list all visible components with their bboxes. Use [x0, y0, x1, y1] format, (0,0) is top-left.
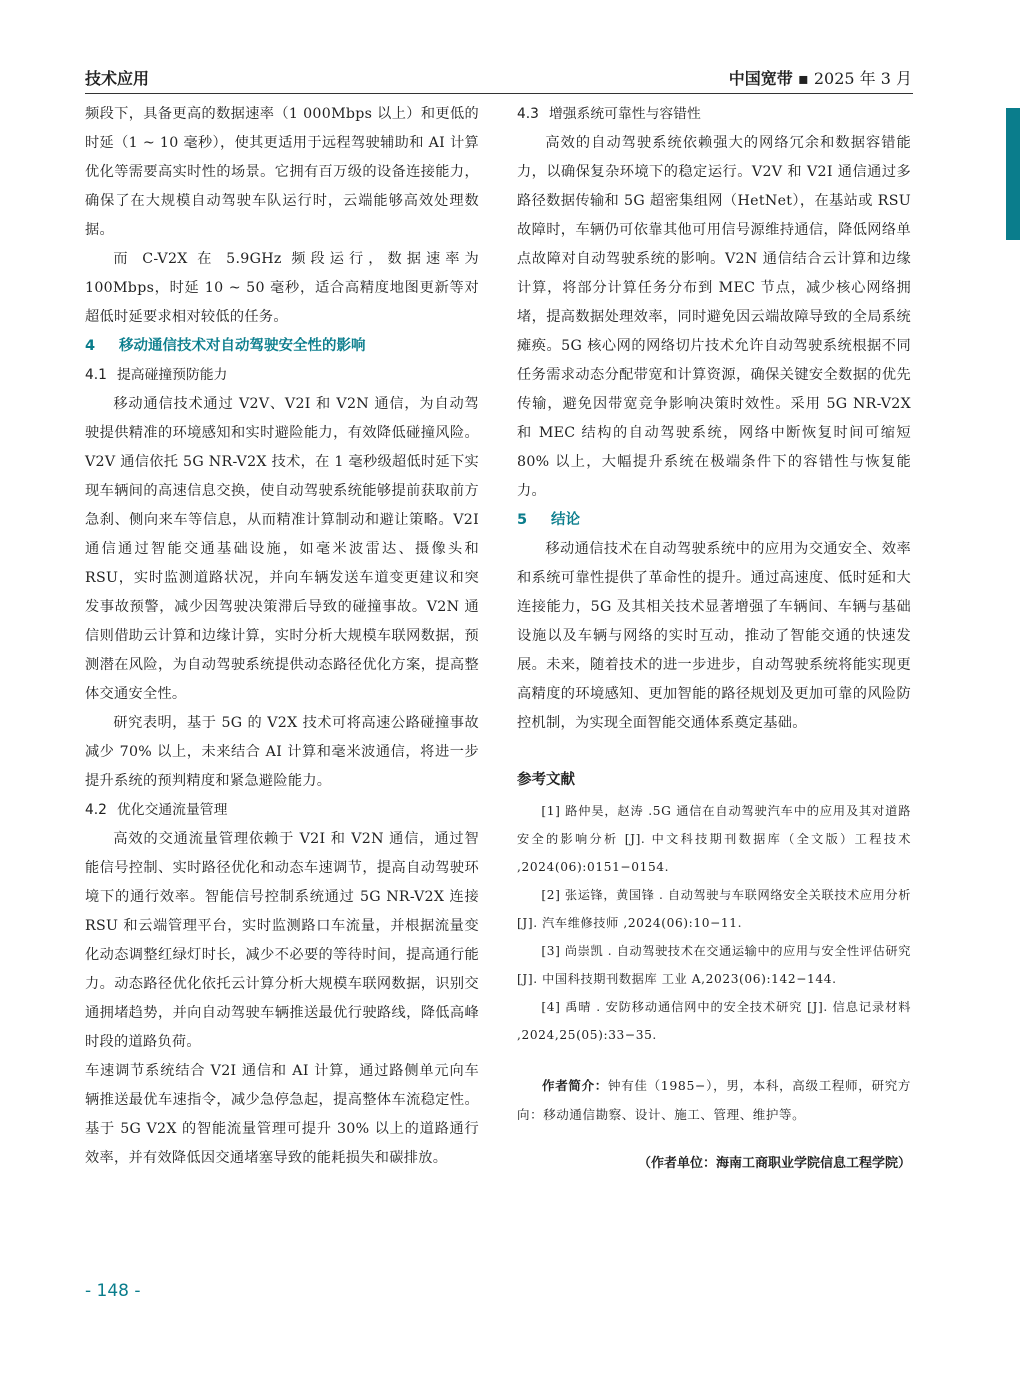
section-5-heading	[517, 506, 911, 535]
section-4-2-title: 优化交通流量管理	[117, 802, 228, 818]
paragraph-4-1-b: 研究表明，基于 5G 的 V2X 技术可将高速公路碰撞事故减少 70% 以上，未来结合 AI 计算和毫米波通信，将进一步提升系统的预判精度和紧急避险能力。	[85, 715, 479, 789]
paragraph-conclusion: 移动通信技术在自动驾驶系统中的应用为交通安全、效率和系统可靠性提供了革命性的提升。通过高速度、低时延和大连接能力，5G 及其相关技术显著增强了车辆间、车辆与基础设施以及车辆与网络的实时互动，推动了智能交通的快速发展。未来，随着技术的进一步进步，自动驾驶系统将能实现更高精度的环境感知、更加智能的路径规划及更加可靠的风险防控机制，为实现全面智能交通体系奠定基础。	[517, 541, 911, 731]
section-4-3-heading	[517, 100, 911, 129]
paragraph-4-1-a: 移动通信技术通过 V2V、V2I 和 V2N 通信，为自动驾驶提供精准的环境感知和实时避险能力，有效降低碰撞风险。V2V 通信依托 5G NR-V2X 技术，在 1 毫秒级超低时延下实现车辆间的高速信息交换，使自动驾驶系统能够提前获取前方急刹、侧向来车等信息，从而精准计算制动和避让策略。V2I 通信通过智能交通基础设施，如毫米波雷达、摄像头和 RSU，实时监测道路状况，并向车辆发送车道变更建议和突发事故预警，减少因驾驶决策滞后导致的碰撞事故。V2N 通信则借助云计算和边缘计算，实时分析大规模车联网数据，预测潜在风险，为自动驾驶系统提供动态路径优化方案，提高整体交通安全性。	[85, 396, 479, 702]
right-column	[517, 100, 911, 1178]
page-number: - 148 -	[85, 1281, 141, 1301]
section-4-number: 4	[85, 338, 96, 354]
paragraph-cv2x: 而 C-V2X 在 5.9GHz 频段运行，数据速率为 100Mbps，时延 10 ~ 50 毫秒，适合高精度地图更新等对超低时延要求相对较低的任务。	[85, 251, 479, 325]
issue-date: 2025 年 3 月	[813, 69, 912, 88]
left-column	[85, 100, 479, 1173]
author-bio-label: 作者简介：	[542, 1078, 608, 1093]
paragraph-4-2-continuation: 车速调节系统结合 V2I 通信和 AI 计算，通过路侧单元向车辆推送最优车速指令，减少急停急起，提高整体车流稳定性。基于 5G V2X 的智能流量管理可提升 30% 以上的道路通行效率，并有效降低因交通堵塞导致的能耗损失和碳排放。	[85, 1063, 479, 1166]
author-bio-text: 钟有佳（1985−），男，本科，高级工程师，研究方向：移动通信勘察、设计、施工、管理、维护等。	[517, 1078, 911, 1122]
journal-name: 中国宽带	[728, 69, 793, 88]
author-bio	[517, 1071, 911, 1129]
side-color-tab	[1006, 108, 1020, 240]
reference-item: [1] 路仲昊，赵涛 .5G 通信在自动驾驶汽车中的应用及其对道路安全的影响分析 [J]. 中文科技期刊数据库（全文版）工程技术 ,2024(06):0151−0154.	[517, 804, 911, 874]
section-4-heading	[85, 332, 479, 361]
header-separator: ▪	[797, 69, 809, 88]
author-affiliation: （作者单位：海南工商职业学院信息工程学院）	[637, 1156, 911, 1171]
section-4-3-number: 4.3	[517, 106, 539, 122]
reference-item: [3] 尚崇凯 . 自动驾驶技术在交通运输中的应用与安全性评估研究 [J]. 中国科技期刊数据库 工业 A,2023(06):142−144.	[517, 944, 911, 986]
references-title: 参考文献	[517, 772, 575, 788]
section-4-3-title: 增强系统可靠性与容错性	[549, 106, 701, 122]
paragraph-continuation: 频段下，具备更高的数据速率（1 000Mbps 以上）和更低的时延（1 ~ 10 毫秒），使其更适用于远程驾驶辅助和 AI 计算优化等需要高实时性的场景。它拥有百万级的设备连接能力，确保了在大规模自动驾驶车队运行时，云端能够高效处理数据。	[85, 106, 479, 238]
section-5-number: 5	[517, 512, 528, 528]
paragraph-4-3: 高效的自动驾驶系统依赖强大的网络冗余和数据容错能力，以确保复杂环境下的稳定运行。V2V 和 V2I 通信通过多路径数据传输和 5G 超密集组网（HetNet），在基站或 RSU 故障时，车辆仍可依靠其他可用信号源维持通信，降低网络单点故障对自动驾驶系统的影响。V2N 通信结合云计算和边缘计算，将部分计算任务分布到 MEC 节点，减少核心网络拥堵，提高数据处理效率，同时避免因云端故障导致的全局系统瘫痪。5G 核心网的网络切片技术允许自动驾驶系统根据不同任务需求动态分配带宽和计算资源，确保关键安全数据的优先传输，避免因带宽竞争影响决策时效性。采用 5G NR-V2X 和 MEC 结构的自动驾驶系统，网络中断恢复时间可缩短 80% 以上，大幅提升系统在极端条件下的容错性与恢复能力。	[517, 135, 911, 499]
section-4-1-number: 4.1	[85, 367, 107, 383]
header-journal-issue	[729, 66, 912, 89]
header-section-label: 技术应用	[85, 69, 150, 88]
section-4-title: 移动通信技术对自动驾驶安全性的影响	[119, 338, 366, 354]
section-4-2-number: 4.2	[85, 802, 107, 818]
paragraph-4-2: 高效的交通流量管理依赖于 V2I 和 V2N 通信，通过智能信号控制、实时路径优化和动态车速调节，提高自动驾驶环境下的通行效率。智能信号控制系统通过 5G NR-V2X 连接 RSU 和云端管理平台，实时监测路口车流量，并根据流量变化动态调整红绿灯时长，减少不必要的等待时间，提高通行能力。动态路径优化依托云计算分析大规模车联网数据，识别交通拥堵趋势，并向自动驾驶车辆推送最优行驶路线，降低高峰时段的道路负荷。	[85, 831, 479, 1050]
section-5-title: 结论	[551, 512, 580, 528]
section-4-2-heading	[85, 796, 479, 825]
header-rule	[85, 93, 913, 94]
reference-item: [2] 张运锋，黄国锋 . 自动驾驶与车联网络安全关联技术应用分析 [J]. 汽车维修技师 ,2024(06):10−11.	[517, 888, 911, 930]
section-4-1-heading	[85, 361, 479, 390]
reference-item: [4] 禹晴 . 安防移动通信网中的安全技术研究 [J]. 信息记录材料 ,2024,25(05):33−35.	[517, 1000, 911, 1042]
section-4-1-title: 提高碰撞预防能力	[117, 367, 228, 383]
